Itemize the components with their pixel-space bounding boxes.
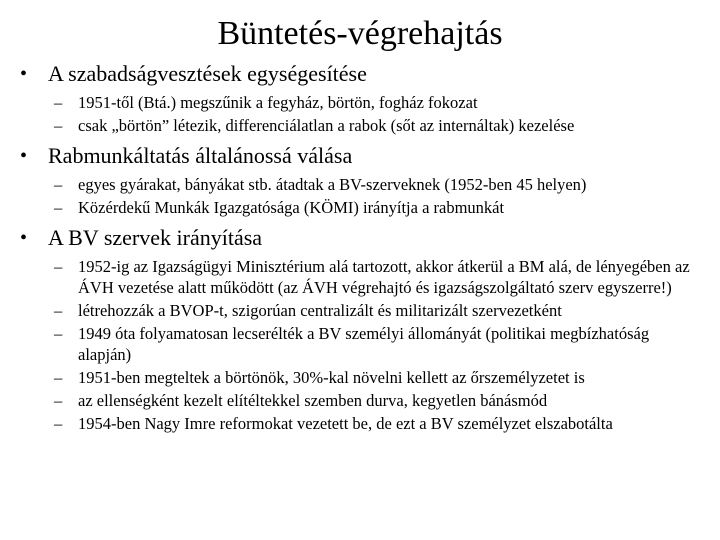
section-1	[16, 60, 706, 136]
bullet-icon: •	[20, 63, 28, 85]
section-2	[16, 142, 706, 218]
dash-icon: –	[54, 391, 63, 410]
list-item	[16, 256, 706, 298]
dash-icon: –	[54, 368, 63, 387]
list-item-text: az ellenségként kezelt elítéltekkel szemben durva, kegyetlen bánásmód	[78, 391, 548, 410]
dash-icon: –	[54, 324, 63, 343]
section-heading-text: Rabmunkáltatás általánossá válása	[48, 143, 353, 168]
sub-list	[16, 174, 706, 218]
section-heading-text: A szabadságvesztések egységesítése	[48, 61, 367, 86]
section-heading	[16, 224, 706, 252]
section-heading-text: A BV szervek irányítása	[48, 225, 263, 250]
list-item	[16, 174, 706, 195]
sub-list	[16, 256, 706, 434]
list-item	[16, 115, 706, 136]
dash-icon: –	[54, 116, 63, 135]
list-item-text: 1952-ig az Igazságügyi Minisztérium alá tartozott, akkor átkerül a BM alá, de lényegében az ÁVH vezetése alatt működött (az ÁVH végrehajtó és igazságszolgáltató szerv egyszerre!)	[78, 257, 690, 297]
bullet-icon: •	[20, 227, 28, 249]
list-item-text: Közérdekű Munkák Igazgatósága (KÖMI) irányítja a rabmunkát	[78, 198, 505, 217]
sub-list	[16, 92, 706, 136]
dash-icon: –	[54, 414, 63, 433]
dash-icon: –	[54, 301, 63, 320]
section-heading	[16, 142, 706, 170]
list-item-text: 1954-ben Nagy Imre reformokat vezetett be, de ezt a BV személyzet elszabotálta	[78, 414, 613, 433]
list-item	[16, 367, 706, 388]
dash-icon: –	[54, 198, 63, 217]
dash-icon: –	[54, 175, 63, 194]
list-item-text: 1951-ben megteltek a börtönök, 30%-kal növelni kellett az őrszemélyzetet is	[78, 368, 585, 387]
dash-icon: –	[54, 93, 63, 112]
list-item	[16, 323, 706, 365]
list-item-text: létrehozzák a BVOP-t, szigorúan centralizált és militarizált szervezetként	[78, 301, 562, 320]
list-item-text: csak „börtön” létezik, differenciálatlan a rabok (sőt az internáltak) kezelése	[78, 116, 575, 135]
list-item	[16, 390, 706, 411]
section-heading	[16, 60, 706, 88]
list-item	[16, 197, 706, 218]
dash-icon: –	[54, 257, 63, 276]
slide-title: Büntetés-végrehajtás	[217, 15, 503, 52]
list-item-text: 1951-től (Btá.) megszűnik a fegyház, börtön, fogház fokozat	[78, 93, 478, 112]
list-item	[16, 413, 706, 434]
list-item	[16, 92, 706, 113]
list-item-text: 1949 óta folyamatosan lecserélték a BV személyi állományát (politikai megbízhatóság alapján)	[78, 324, 650, 364]
section-3	[16, 224, 706, 434]
slide-content	[16, 54, 706, 440]
bullet-icon: •	[20, 145, 28, 167]
list-item	[16, 300, 706, 321]
list-item-text: egyes gyárakat, bányákat stb. átadtak a BV-szerveknek (1952-ben 45 helyen)	[78, 175, 587, 194]
